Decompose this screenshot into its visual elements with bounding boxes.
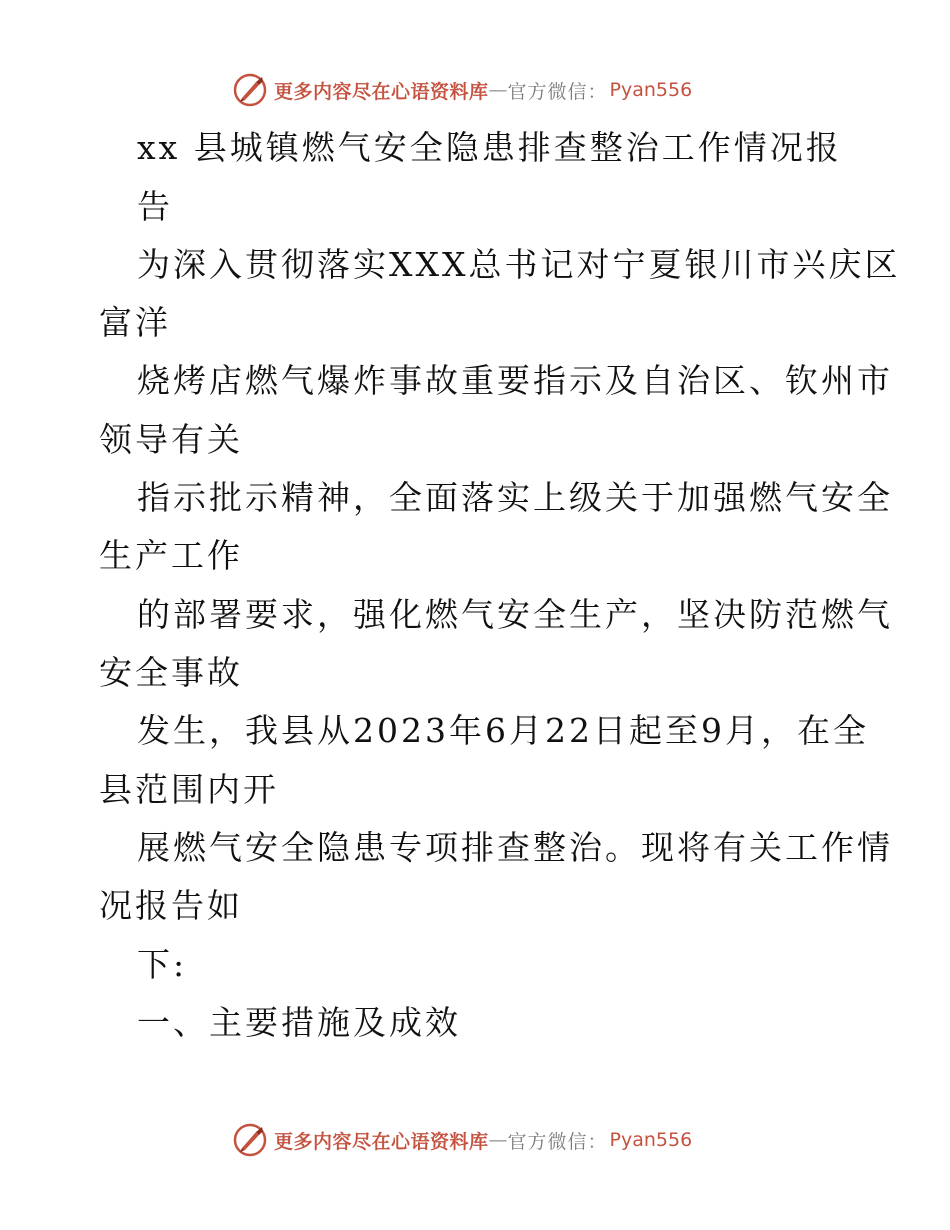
footer-watermark (232, 1120, 692, 1160)
paragraph-line: 县范围内开 (99, 770, 279, 809)
paragraph-line: 展燃气安全隐患专项排查整治。现将有关工作情 (137, 828, 893, 867)
paragraph-line: 的部署要求，强化燃气安全生产，坚决防范燃气 (137, 595, 893, 634)
paragraph-line: 发生，我县从2023年6月22日起至9月，在全 (137, 711, 869, 750)
paragraph-line: 安全事故 (99, 653, 243, 692)
paragraph-line: 领导有关 (99, 420, 243, 459)
paragraph-line: 生产工作 (99, 536, 243, 575)
watermark-sub-text: 官方微信： (507, 1130, 608, 1153)
watermark-main-text: 更多内容尽在心语资料库 (274, 80, 489, 103)
paragraph-line: 富洋 (99, 303, 171, 342)
paragraph-line: 烧烤店燃气爆炸事故重要指示及自治区、钦州市 (137, 361, 893, 400)
paragraph-line: 指示批示精神，全面落实上级关于加强燃气安全 (137, 478, 893, 517)
watermark-dash: — (488, 1129, 508, 1151)
document-title: xx 县城镇燃气安全隐患排查整治工作情况报 (137, 128, 842, 167)
paragraph-line: 况报告如 (99, 886, 243, 925)
paragraph-line: 下: (137, 945, 188, 984)
quill-pen-logo-icon (232, 1122, 268, 1158)
watermark-dash: — (488, 79, 508, 101)
watermark-sub-text: 官方微信： (507, 80, 608, 103)
document-title-continued: 告 (137, 187, 173, 226)
watermark-id-text: Pyan556 (609, 1129, 693, 1151)
header-watermark (232, 70, 692, 110)
watermark-id-text: Pyan556 (609, 79, 693, 101)
quill-pen-logo-icon (232, 72, 268, 108)
watermark-main-text: 更多内容尽在心语资料库 (274, 1130, 489, 1153)
section-heading: 一、主要措施及成效 (137, 1003, 461, 1042)
paragraph-line: 为深入贯彻落实XXX总书记对宁夏银川市兴庆区 (137, 245, 901, 284)
